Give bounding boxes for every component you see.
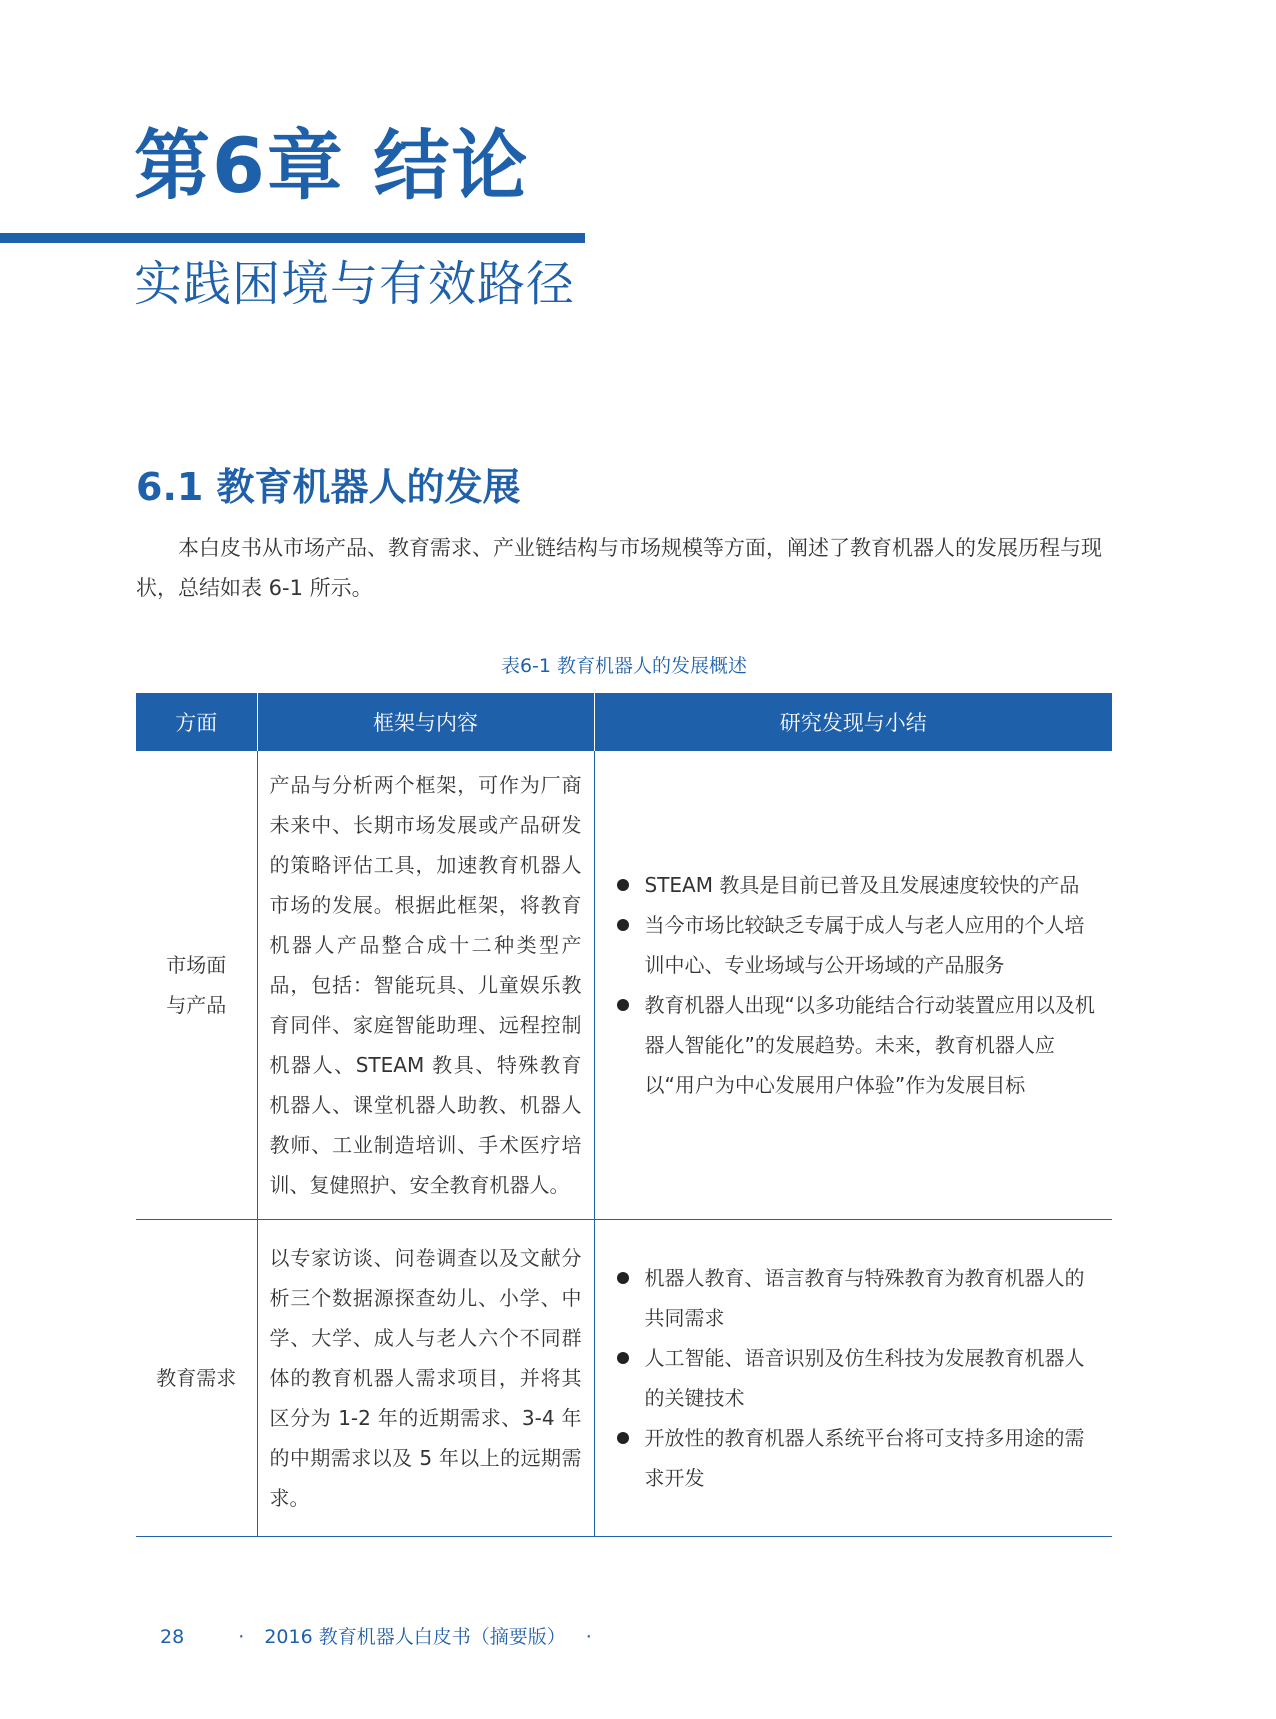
table-caption: 表6-1 教育机器人的发展概述 — [500, 655, 748, 677]
chapter-divider — [0, 233, 585, 243]
intro-paragraph: 本白皮书从市场产品、教育需求、产业链结构与市场规模等方面，阐述了教育机器人的发展历程与现状，总结如表 6-1 所示。 — [136, 536, 1102, 600]
findings-list — [607, 1258, 1101, 1498]
footer-book-title: 2016 教育机器人白皮书（摘要版） — [264, 1626, 566, 1648]
footer-separator: · — [238, 1626, 245, 1648]
header-framework: 框架与内容 — [257, 693, 594, 751]
framework-cell: 产品与分析两个框架，可作为厂商未来中、长期市场发展或产品研发的策略评估工具，加速教育机器人市场的发展。根据此框架，将教育机器人产品整合成十二种类型产品，包括：智能玩具、儿童娱乐教育同伴、家庭智能助理、远程控制机器人、STEAM 教具、特殊教育机器人、课堂机器人助教、机器人教师、工业制造培训、手术医疗培训、复健照护、安全教育机器人。 — [257, 751, 594, 1220]
table-row — [136, 751, 1112, 1220]
chapter-title: 第6章 结论 — [134, 121, 530, 210]
finding-item: 教育机器人出现“以多功能结合行动装置应用以及机器人智能化”的发展趋势。未来，教育机器人应以“用户为中心发展用户体验”作为发展目标 — [645, 985, 1101, 1105]
footer-separator: · — [585, 1626, 592, 1648]
section-heading: 6.1 教育机器人的发展 — [136, 465, 521, 509]
chapter-subtitle: 实践困境与有效路径 — [134, 256, 576, 312]
finding-item: 当今市场比较缺乏专属于成人与老人应用的个人培训中心、专业场域与公开场域的产品服务 — [645, 905, 1101, 985]
aspect-cell: 市场面 与产品 — [136, 751, 257, 1220]
aspect-cell: 教育需求 — [136, 1220, 257, 1537]
header-findings: 研究发现与小结 — [594, 693, 1112, 751]
finding-item: 开放性的教育机器人系统平台将可支持多用途的需求开发 — [645, 1418, 1101, 1498]
page-footer — [160, 1622, 592, 1649]
findings-list — [607, 865, 1101, 1105]
table-header-row — [136, 693, 1112, 751]
page-number: 28 — [160, 1626, 185, 1648]
table-row — [136, 1220, 1112, 1537]
finding-item: 人工智能、语音识别及仿生科技为发展教育机器人的关键技术 — [645, 1338, 1101, 1418]
summary-table — [136, 693, 1112, 1537]
framework-cell: 以专家访谈、问卷调查以及文献分析三个数据源探查幼儿、小学、中学、大学、成人与老人六个不同群体的教育机器人需求项目，并将其区分为 1-2 年的近期需求、3-4 年的中期需求以及 5 年以上的远期需求。 — [257, 1220, 594, 1537]
findings-cell — [594, 1220, 1112, 1537]
finding-item: 机器人教育、语言教育与特殊教育为教育机器人的共同需求 — [645, 1258, 1101, 1338]
header-aspect: 方面 — [136, 693, 257, 751]
finding-item: STEAM 教具是目前已普及且发展速度较快的产品 — [645, 865, 1101, 905]
findings-cell — [594, 751, 1112, 1220]
